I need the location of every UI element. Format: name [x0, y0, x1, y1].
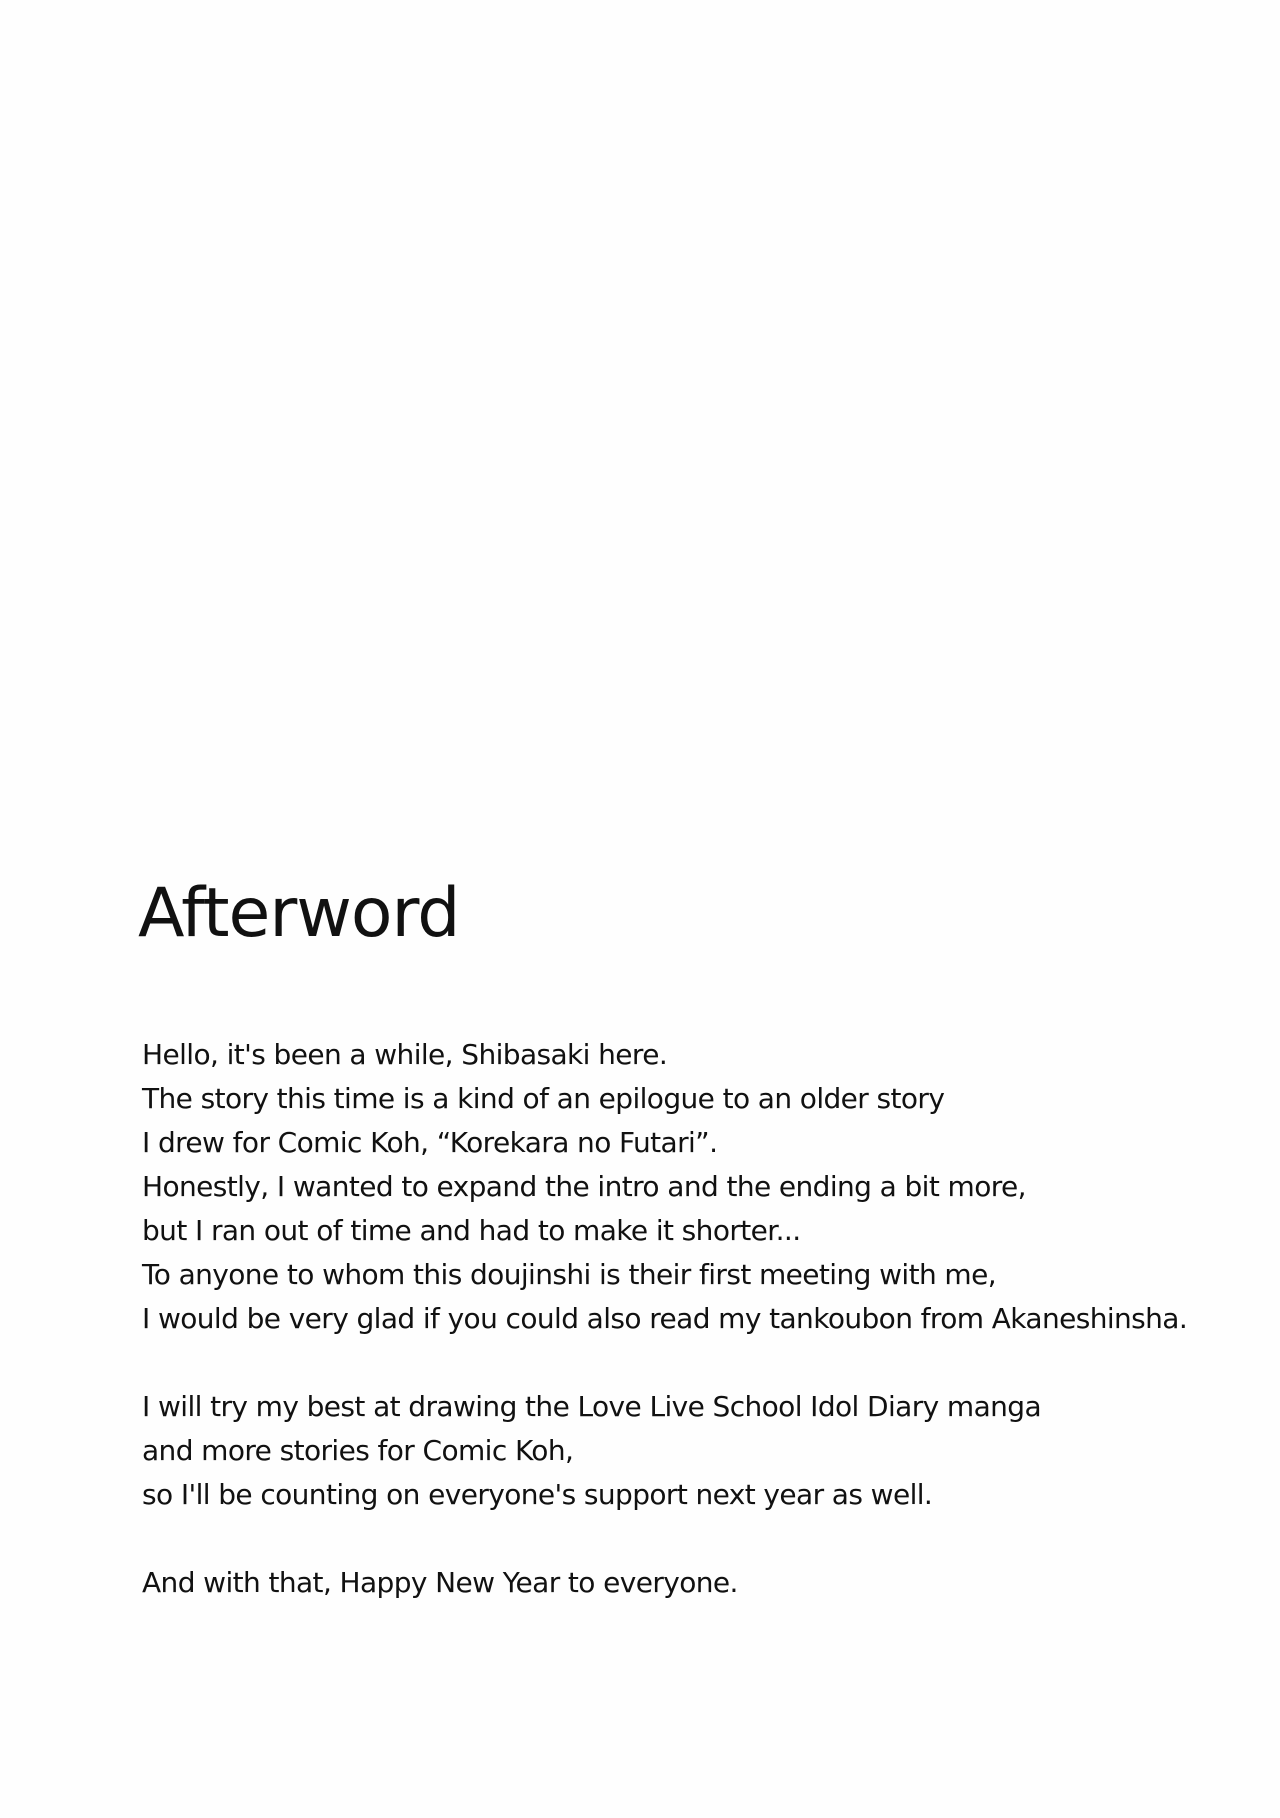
text-line: but I ran out of time and had to make it shorter...: [142, 1214, 801, 1247]
text-line: I drew for Comic Koh, “Korekara no Futari”.: [142, 1126, 718, 1159]
page-title: Afterword: [138, 874, 460, 953]
text-line: The story this time is a kind of an epilogue to an older story: [142, 1082, 945, 1115]
text-line: so I'll be counting on everyone's support next year as well.: [142, 1478, 933, 1511]
text-line: Hello, it's been a while, Shibasaki here.: [142, 1038, 668, 1071]
text-line: Honestly, I wanted to expand the intro and the ending a bit more,: [142, 1170, 1026, 1203]
text-line: And with that, Happy New Year to everyone.: [142, 1566, 738, 1599]
text-line: To anyone to whom this doujinshi is their first meeting with me,: [142, 1258, 997, 1291]
paragraph-greeting: [142, 1033, 1222, 1341]
paragraph-closing: [142, 1561, 1222, 1605]
text-line: and more stories for Comic Koh,: [142, 1434, 574, 1467]
paragraph-plans: [142, 1385, 1222, 1517]
afterword-body: [142, 1033, 1222, 1649]
text-line: I will try my best at drawing the Love Live School Idol Diary manga: [142, 1390, 1042, 1423]
text-line: I would be very glad if you could also read my tankoubon from Akaneshinsha.: [142, 1302, 1188, 1335]
